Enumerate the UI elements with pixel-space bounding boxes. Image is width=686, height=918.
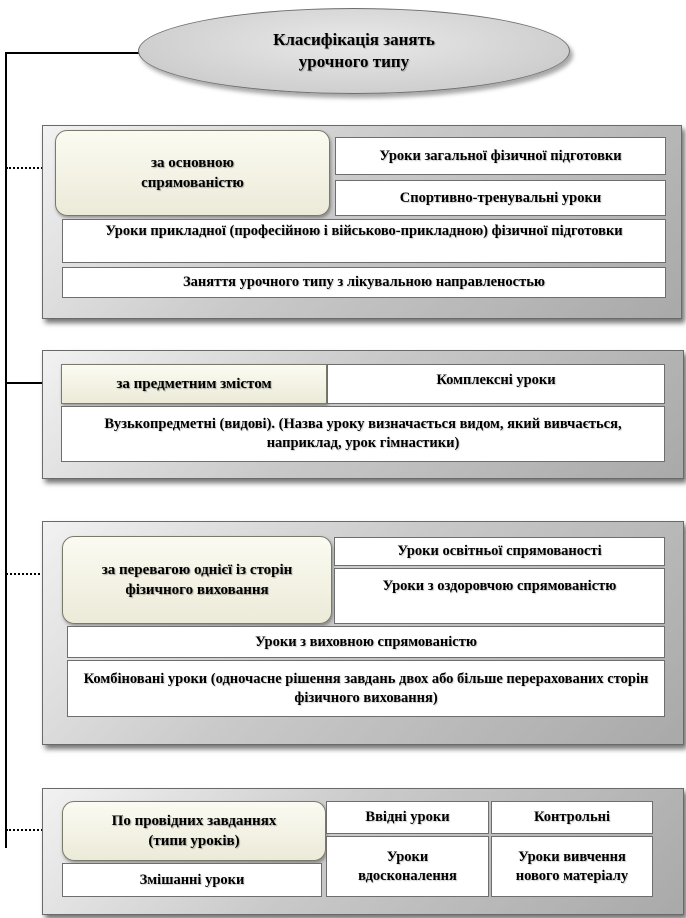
- title-line-2: урочного типу: [298, 52, 410, 71]
- category-4-line-2: (типи уроків): [148, 833, 240, 849]
- category-3: [62, 536, 332, 624]
- group-1-item-2: Спортивно-тренувальні уроки: [335, 180, 666, 216]
- group-4-item-3: Уроки вдосконалення: [326, 836, 489, 897]
- category-2: [61, 364, 327, 404]
- category-4-line-1: По провідних завданнях: [111, 813, 277, 829]
- group-3-item-2: Уроки з оздоровчою спрямованістю: [334, 568, 665, 624]
- group-3-item-4: Комбіновані уроки (одночасне рішення завдань двох або більше перерахованих сторін фізичного виховання): [67, 660, 665, 717]
- group-4-item-4: Уроки вивчення нового матеріалу: [491, 836, 653, 897]
- group-1-item-3: Уроки прикладної (професійною і військово-прикладною) фізичної підготовки: [62, 219, 666, 263]
- diagram-title: [138, 8, 570, 94]
- group-3-item-3: Уроки з виховною спрямованістю: [67, 626, 665, 658]
- group-1-item-4: Заняття урочного типу з лікувальною направленостью: [62, 267, 666, 298]
- group-4-item-5: Змішанні уроки: [62, 863, 322, 897]
- group-2-item-2: Вузькопредметні (видові). (Назва уроку визначається видом, який вивчається, наприклад, урок гімнастики): [61, 406, 665, 462]
- category-2-line-1: за предметним змістом: [116, 376, 272, 392]
- category-4: [62, 801, 326, 861]
- category-3-line-2: фізичного виховання: [125, 582, 269, 598]
- category-1-line-2: спрямованістю: [141, 175, 244, 191]
- category-3-line-1: за перевагою однієї із сторін: [101, 562, 293, 578]
- group-4-item-1: Ввідні уроки: [326, 801, 489, 834]
- connector-trunk: [5, 52, 7, 848]
- group-1-item-1: Уроки загальної фізичної підготовки: [335, 137, 666, 175]
- group-2-item-1: Комплексні уроки: [327, 364, 665, 404]
- group-4-item-2: Контрольні: [491, 801, 653, 834]
- title-line-1: Класифікація занять: [273, 30, 435, 49]
- connector-to-title: [5, 52, 140, 54]
- category-1-line-1: за основною: [151, 155, 234, 171]
- group-3-item-1: Уроки освітньої спрямованості: [334, 537, 665, 566]
- category-1: [55, 130, 330, 216]
